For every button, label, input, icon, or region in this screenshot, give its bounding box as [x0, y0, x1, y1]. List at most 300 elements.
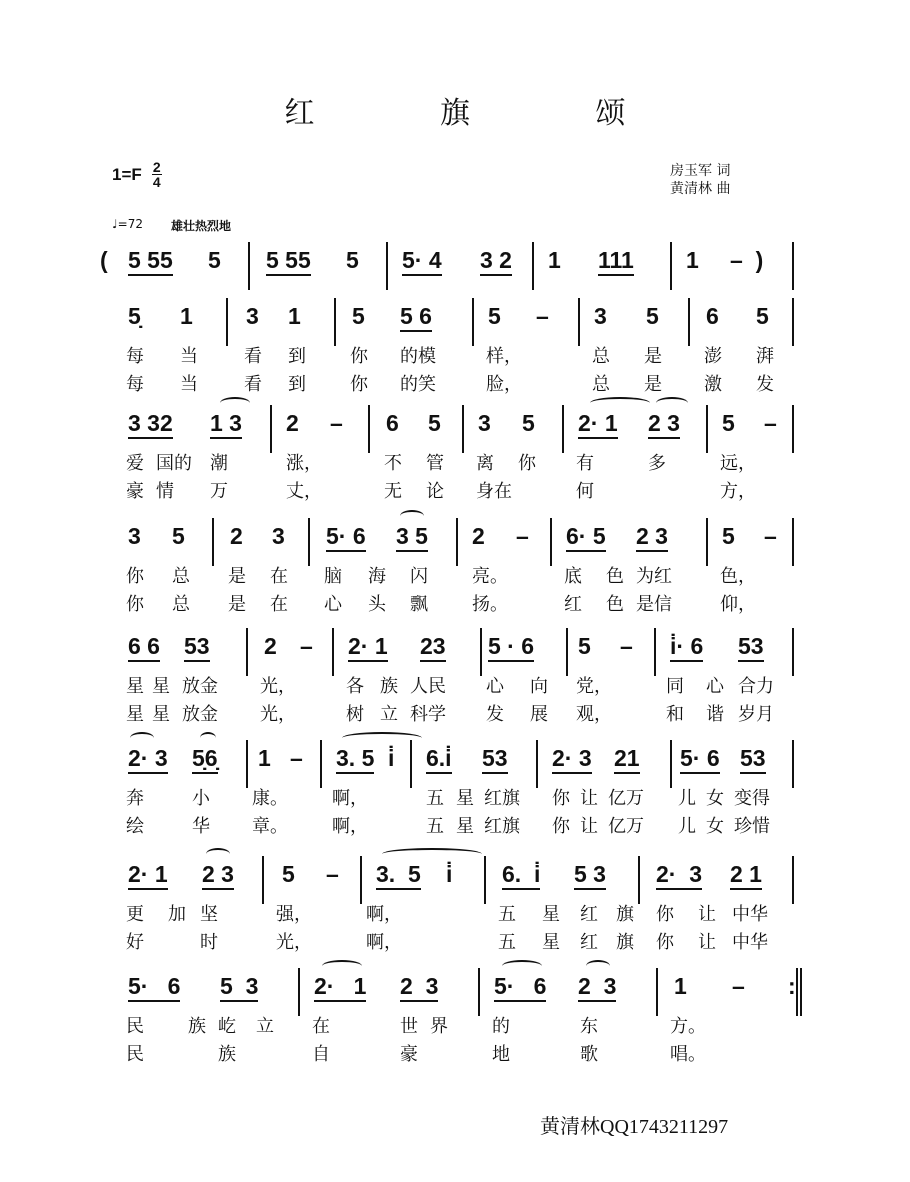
lyric-word: 民 [126, 1044, 144, 1065]
lyric-word: 地 [492, 1044, 510, 1065]
lyric-word: 红 [580, 904, 598, 925]
lyrics-verse-1 [100, 784, 800, 812]
lyric-word: 当 [180, 346, 198, 367]
notes-row [100, 740, 800, 784]
lyric-word: 五 [498, 932, 516, 953]
notes-row [100, 405, 800, 449]
note-group: 3. 5 [336, 744, 374, 774]
note-group: 2 3 [578, 972, 616, 1002]
note-group: 5 [346, 247, 359, 273]
note-group: 5 [172, 523, 185, 549]
lyric-word: 方， [720, 481, 756, 502]
lyric-word: 涨， [286, 453, 322, 474]
lyric-word: 你 [350, 346, 368, 367]
lyric-word: 红 [564, 594, 582, 615]
lyric-word: 歌 [580, 1044, 598, 1065]
key-signature [112, 160, 162, 189]
note-group: 5 [208, 247, 221, 273]
lyric-word: 党， [576, 676, 612, 697]
slur-mark [586, 960, 610, 972]
note-group: 2· 3 [128, 744, 168, 774]
lyric-word: 心 [486, 676, 504, 697]
note-group: 3 32 [128, 409, 173, 439]
barline [638, 856, 640, 904]
song-title: 红 旗 颂 [284, 96, 684, 131]
note-group: i̇· 6 [670, 632, 703, 662]
lyric-word: 情 [156, 481, 174, 502]
barline [462, 405, 464, 453]
lyric-word: 让 [580, 816, 598, 837]
credits [670, 162, 730, 198]
lyric-word: 心 [706, 676, 724, 697]
lyric-word: 小 [192, 788, 210, 809]
lyric-word: 到 [288, 346, 306, 367]
lyric-word: 不 [384, 453, 402, 474]
composer: 黄清林 曲 [670, 181, 731, 197]
lyric-word: 星 [126, 676, 144, 697]
lyrics-verse-1 [100, 562, 800, 590]
note-group: 5 [428, 410, 441, 436]
note-group: 53 [482, 744, 508, 774]
note-group: 3 [128, 523, 141, 549]
lyric-word: 树 [346, 704, 364, 725]
barline [484, 856, 486, 904]
key-label: 1=F [112, 164, 142, 184]
lyric-word: 族 [380, 676, 398, 697]
note-group: 5 [646, 303, 659, 329]
lyric-word: 啊， [332, 816, 368, 837]
tempo-marking [112, 217, 231, 234]
lyric-word: 心 [324, 594, 342, 615]
lyric-word: 论 [426, 481, 444, 502]
slur-mark [206, 848, 230, 860]
lyric-word: 立 [380, 704, 398, 725]
lyric-word: 华 [192, 816, 210, 837]
lyric-word: 光， [260, 704, 296, 725]
lyric-word: 观， [576, 704, 612, 725]
note-group: : [788, 973, 796, 999]
note-group: 5̣6̣ [192, 744, 218, 774]
lyric-word: 你 [518, 453, 536, 474]
lyric-word: 星 [456, 816, 474, 837]
lyric-word: 中华 [732, 904, 768, 925]
lyric-word: 离 [476, 453, 494, 474]
lyric-word: 何 [576, 481, 594, 502]
lyric-word: 激 [704, 374, 722, 395]
lyric-word: 光， [260, 676, 296, 697]
note-group: 5 [578, 633, 591, 659]
barline [654, 628, 656, 676]
lyric-word: 屹 [218, 1016, 236, 1037]
lyric-word: 豪 [126, 481, 144, 502]
note-group: 2· 1 [578, 409, 618, 439]
lyric-word: 啊， [332, 788, 368, 809]
lyric-word: 是信 [636, 594, 672, 615]
lyric-word: 看 [244, 346, 262, 367]
lyrics-verse-1 [100, 1012, 800, 1040]
lyric-word: 管 [426, 453, 444, 474]
note-group: 5 · 6 [488, 632, 534, 662]
barline [368, 405, 370, 453]
lyric-word: 是 [644, 374, 662, 395]
note-group: 2 1 [730, 860, 762, 890]
lyric-word: 你 [552, 788, 570, 809]
lyric-word: 的 [492, 1016, 510, 1037]
note-group: 5 6 [400, 302, 432, 332]
lyric-word: 潮 [210, 453, 228, 474]
barline [670, 242, 672, 290]
lyrics-verse-1 [100, 900, 800, 928]
lyric-word: 色 [606, 566, 624, 587]
note-group: – ) [730, 247, 764, 273]
note-group: 5· 6 [326, 522, 366, 552]
note-group: 5· 6 [680, 744, 720, 774]
lyric-word: 向 [530, 676, 548, 697]
note-group: – [620, 633, 633, 659]
lyric-word: 儿 [678, 788, 696, 809]
note-group: 1 [180, 303, 193, 329]
barline [386, 242, 388, 290]
barline [480, 628, 482, 676]
lyric-word: 总 [172, 566, 190, 587]
barline [792, 242, 794, 290]
barline [472, 298, 474, 346]
lyric-word: 族 [218, 1044, 236, 1065]
barline [226, 298, 228, 346]
notes-row [100, 856, 800, 900]
note-group: 53 [184, 632, 210, 662]
lyric-word: 当 [180, 374, 198, 395]
lyric-word: 科学 [410, 704, 446, 725]
lyric-word: 啊， [366, 904, 402, 925]
note-group: 6 [386, 410, 399, 436]
lyric-word: 光， [276, 932, 312, 953]
score-system [100, 242, 800, 286]
barline [656, 968, 658, 1016]
lyric-word: 脑 [324, 566, 342, 587]
note-group: 5 [488, 303, 501, 329]
lyric-word: 是 [228, 566, 246, 587]
lyric-word: 有 [576, 453, 594, 474]
lyric-word: 在 [270, 566, 288, 587]
note-group: 6· 5 [566, 522, 606, 552]
barline [706, 405, 708, 453]
note-group: 3 [246, 303, 259, 329]
note-group: ( [100, 247, 108, 273]
barline [536, 740, 538, 788]
time-bottom: 4 [152, 174, 161, 190]
lyric-word: 发 [486, 704, 504, 725]
barline [332, 628, 334, 676]
note-group: 5 [722, 410, 735, 436]
barline [566, 628, 568, 676]
lyric-word: 红旗 [484, 816, 520, 837]
lyric-word: 珍惜 [734, 816, 770, 837]
score-system [100, 968, 800, 1068]
barline [456, 518, 458, 566]
lyric-word: 多 [648, 453, 666, 474]
lyrics-verse-2 [100, 928, 800, 956]
note-group: 3 [272, 523, 285, 549]
note-group: 5· 6 [128, 972, 180, 1002]
note-group: 2· 3 [552, 744, 592, 774]
lyric-word: 看 [244, 374, 262, 395]
note-group: 5 55 [128, 246, 173, 276]
note-group: 6.i̇ [426, 744, 452, 774]
slur-mark [382, 848, 482, 860]
lyric-word: 时 [200, 932, 218, 953]
note-group: 5 [522, 410, 535, 436]
lyric-word: 各 [346, 676, 364, 697]
note-group: 2 [286, 410, 299, 436]
note-group: 2 [264, 633, 277, 659]
slur-mark [322, 960, 362, 972]
barline [478, 968, 480, 1016]
lyric-word: 岁月 [738, 704, 774, 725]
notes-row [100, 518, 800, 562]
note-group: 5 [722, 523, 735, 549]
note-group: – [764, 410, 777, 436]
slur-mark [502, 960, 542, 972]
barline [246, 740, 248, 788]
note-group: 5 55 [266, 246, 311, 276]
note-group: 1 [548, 247, 561, 273]
lyric-word: 飘 [410, 594, 428, 615]
notes-row [100, 298, 800, 342]
barline [308, 518, 310, 566]
slur-mark [220, 397, 250, 409]
note-group: 2 [230, 523, 243, 549]
score-system [100, 628, 800, 728]
note-group: 111 [598, 246, 634, 276]
barline [796, 968, 798, 1016]
lyric-word: 中华 [732, 932, 768, 953]
barline [320, 740, 322, 788]
lyric-word: 为红 [636, 566, 672, 587]
lyric-word: 变得 [734, 788, 770, 809]
barline [550, 518, 552, 566]
lyric-word: 放金 [182, 676, 218, 697]
lyric-word: 你 [656, 932, 674, 953]
lyrics-verse-1 [100, 342, 800, 370]
barline [800, 968, 802, 1016]
barline [706, 518, 708, 566]
lyric-word: 每 [126, 346, 144, 367]
tempo-expression: 雄壮热烈地 [170, 219, 231, 233]
lyric-word: 底 [564, 566, 582, 587]
note-group: – [516, 523, 529, 549]
note-group: 1 [686, 247, 699, 273]
barline [688, 298, 690, 346]
note-group: 5 3 [220, 972, 258, 1002]
lyric-word: 绘 [126, 816, 144, 837]
lyric-word: 无 [384, 481, 402, 502]
note-group: 23 [420, 632, 446, 662]
note-group: 3 [478, 410, 491, 436]
lyric-word: 你 [126, 566, 144, 587]
lyric-word: 万 [210, 481, 228, 502]
lyric-word: 更 [126, 904, 144, 925]
lyric-word: 亿万 [608, 788, 644, 809]
note-group: 1 3 [210, 409, 242, 439]
note-group: 5· 6 [494, 972, 546, 1002]
lyrics-verse-2 [100, 370, 800, 398]
note-group: 21 [614, 744, 640, 774]
lyric-word: 爱 [126, 453, 144, 474]
lyric-word: 脸， [486, 374, 522, 395]
note-group: 2· 3 [656, 860, 702, 890]
note-group: – [300, 633, 313, 659]
note-group: 6 [706, 303, 719, 329]
time-top: 2 [152, 159, 161, 175]
lyric-word: 立 [256, 1016, 274, 1037]
lyric-word: 强， [276, 904, 312, 925]
barline [670, 740, 672, 788]
lyric-word: 远， [720, 453, 756, 474]
lyric-word: 是 [644, 346, 662, 367]
lyric-word: 旗 [616, 904, 634, 925]
note-group: 3. 5 [376, 860, 421, 890]
lyric-word: 旗 [616, 932, 634, 953]
lyrics-verse-2 [100, 477, 800, 505]
lyric-word: 国的 [156, 453, 192, 474]
note-group: 5· 4 [402, 246, 442, 276]
lyric-word: 红旗 [484, 788, 520, 809]
barline [792, 518, 794, 566]
lyric-word: 你 [126, 594, 144, 615]
lyric-word: 的模 [400, 346, 436, 367]
note-group: 3 2 [480, 246, 512, 276]
slur-mark [400, 510, 424, 522]
note-group: – [536, 303, 549, 329]
lyrics-verse-1 [100, 672, 800, 700]
note-group: – [326, 861, 339, 887]
lyric-word: 色 [606, 594, 624, 615]
lyric-word: 女 [706, 788, 724, 809]
note-group: 5 3 [574, 860, 606, 890]
lyrics-verse-2 [100, 590, 800, 618]
note-group: 5 [352, 303, 365, 329]
lyric-word: 康。 [252, 788, 288, 809]
barline [792, 298, 794, 346]
lyric-word: 总 [172, 594, 190, 615]
barline [792, 628, 794, 676]
note-group: 3 [594, 303, 607, 329]
score-system [100, 405, 800, 505]
lyric-word: 世 [400, 1016, 418, 1037]
lyricist: 房玉军 词 [670, 163, 731, 179]
lyric-word: 样， [486, 346, 522, 367]
lyric-word: 星 [456, 788, 474, 809]
note-group: 5 [282, 861, 295, 887]
lyric-word: 星 [542, 932, 560, 953]
tempo-bpm: ♩=72 [112, 217, 143, 231]
lyric-word: 到 [288, 374, 306, 395]
lyric-word: 放金 [182, 704, 218, 725]
lyric-word: 五 [426, 788, 444, 809]
note-group: 2 3 [648, 409, 680, 439]
barline [262, 856, 264, 904]
note-group: – [764, 523, 777, 549]
lyric-word: 章。 [252, 816, 288, 837]
slur-mark [590, 397, 650, 409]
lyric-word: 在 [270, 594, 288, 615]
lyric-word: 澎 [704, 346, 722, 367]
lyric-word: 星 [152, 704, 170, 725]
note-group: – [290, 745, 303, 771]
barline [532, 242, 534, 290]
score-system [100, 298, 800, 398]
barline [792, 856, 794, 904]
barline [792, 405, 794, 453]
slur-mark [656, 397, 688, 409]
lyric-word: 豪 [400, 1044, 418, 1065]
lyric-word: 扬。 [472, 594, 508, 615]
lyric-word: 啊， [366, 932, 402, 953]
lyric-word: 唱。 [670, 1044, 706, 1065]
barline [298, 968, 300, 1016]
note-group: 3 5 [396, 522, 428, 552]
signature: 黄清林QQ1743211297 [540, 1116, 729, 1138]
score-system [100, 856, 800, 956]
note-group: i̇ [446, 861, 453, 887]
lyric-word: 亮。 [472, 566, 508, 587]
lyric-word: 总 [592, 346, 610, 367]
notes-row [100, 968, 800, 1012]
note-group: 2 3 [400, 972, 438, 1002]
lyric-word: 人民 [410, 676, 446, 697]
lyrics-verse-1 [100, 449, 800, 477]
score-system [100, 740, 800, 840]
lyric-word: 好 [126, 932, 144, 953]
lyric-word: 总 [592, 374, 610, 395]
lyric-word: 儿 [678, 816, 696, 837]
note-group: 1 [288, 303, 301, 329]
lyrics-verse-2 [100, 812, 800, 840]
note-group: 5 [756, 303, 769, 329]
barline [334, 298, 336, 346]
lyric-word: 星 [126, 704, 144, 725]
note-group: i̇ [388, 745, 395, 771]
lyric-word: 海 [368, 566, 386, 587]
note-group: 1 [258, 745, 271, 771]
barline [562, 405, 564, 453]
lyric-word: 方。 [670, 1016, 706, 1037]
lyrics-verse-2 [100, 1040, 800, 1068]
lyrics-verse-2 [100, 700, 800, 728]
lyric-word: 坚 [200, 904, 218, 925]
lyric-word: 发 [756, 374, 774, 395]
note-group: 6 6 [128, 632, 160, 662]
slur-mark [130, 732, 154, 744]
score-system [100, 518, 800, 618]
note-group: 2· 1 [348, 632, 388, 662]
lyric-word: 是 [228, 594, 246, 615]
lyric-word: 展 [530, 704, 548, 725]
note-group: 53 [738, 632, 764, 662]
lyric-word: 东 [580, 1016, 598, 1037]
lyric-word: 每 [126, 374, 144, 395]
note-group: 1 [674, 973, 687, 999]
lyric-word: 你 [552, 816, 570, 837]
lyric-word: 色， [720, 566, 756, 587]
lyric-word: 女 [706, 816, 724, 837]
note-group: 5̣ [128, 303, 141, 329]
lyric-word: 五 [426, 816, 444, 837]
lyric-word: 合力 [738, 676, 774, 697]
barline [270, 405, 272, 453]
lyric-word: 五 [498, 904, 516, 925]
